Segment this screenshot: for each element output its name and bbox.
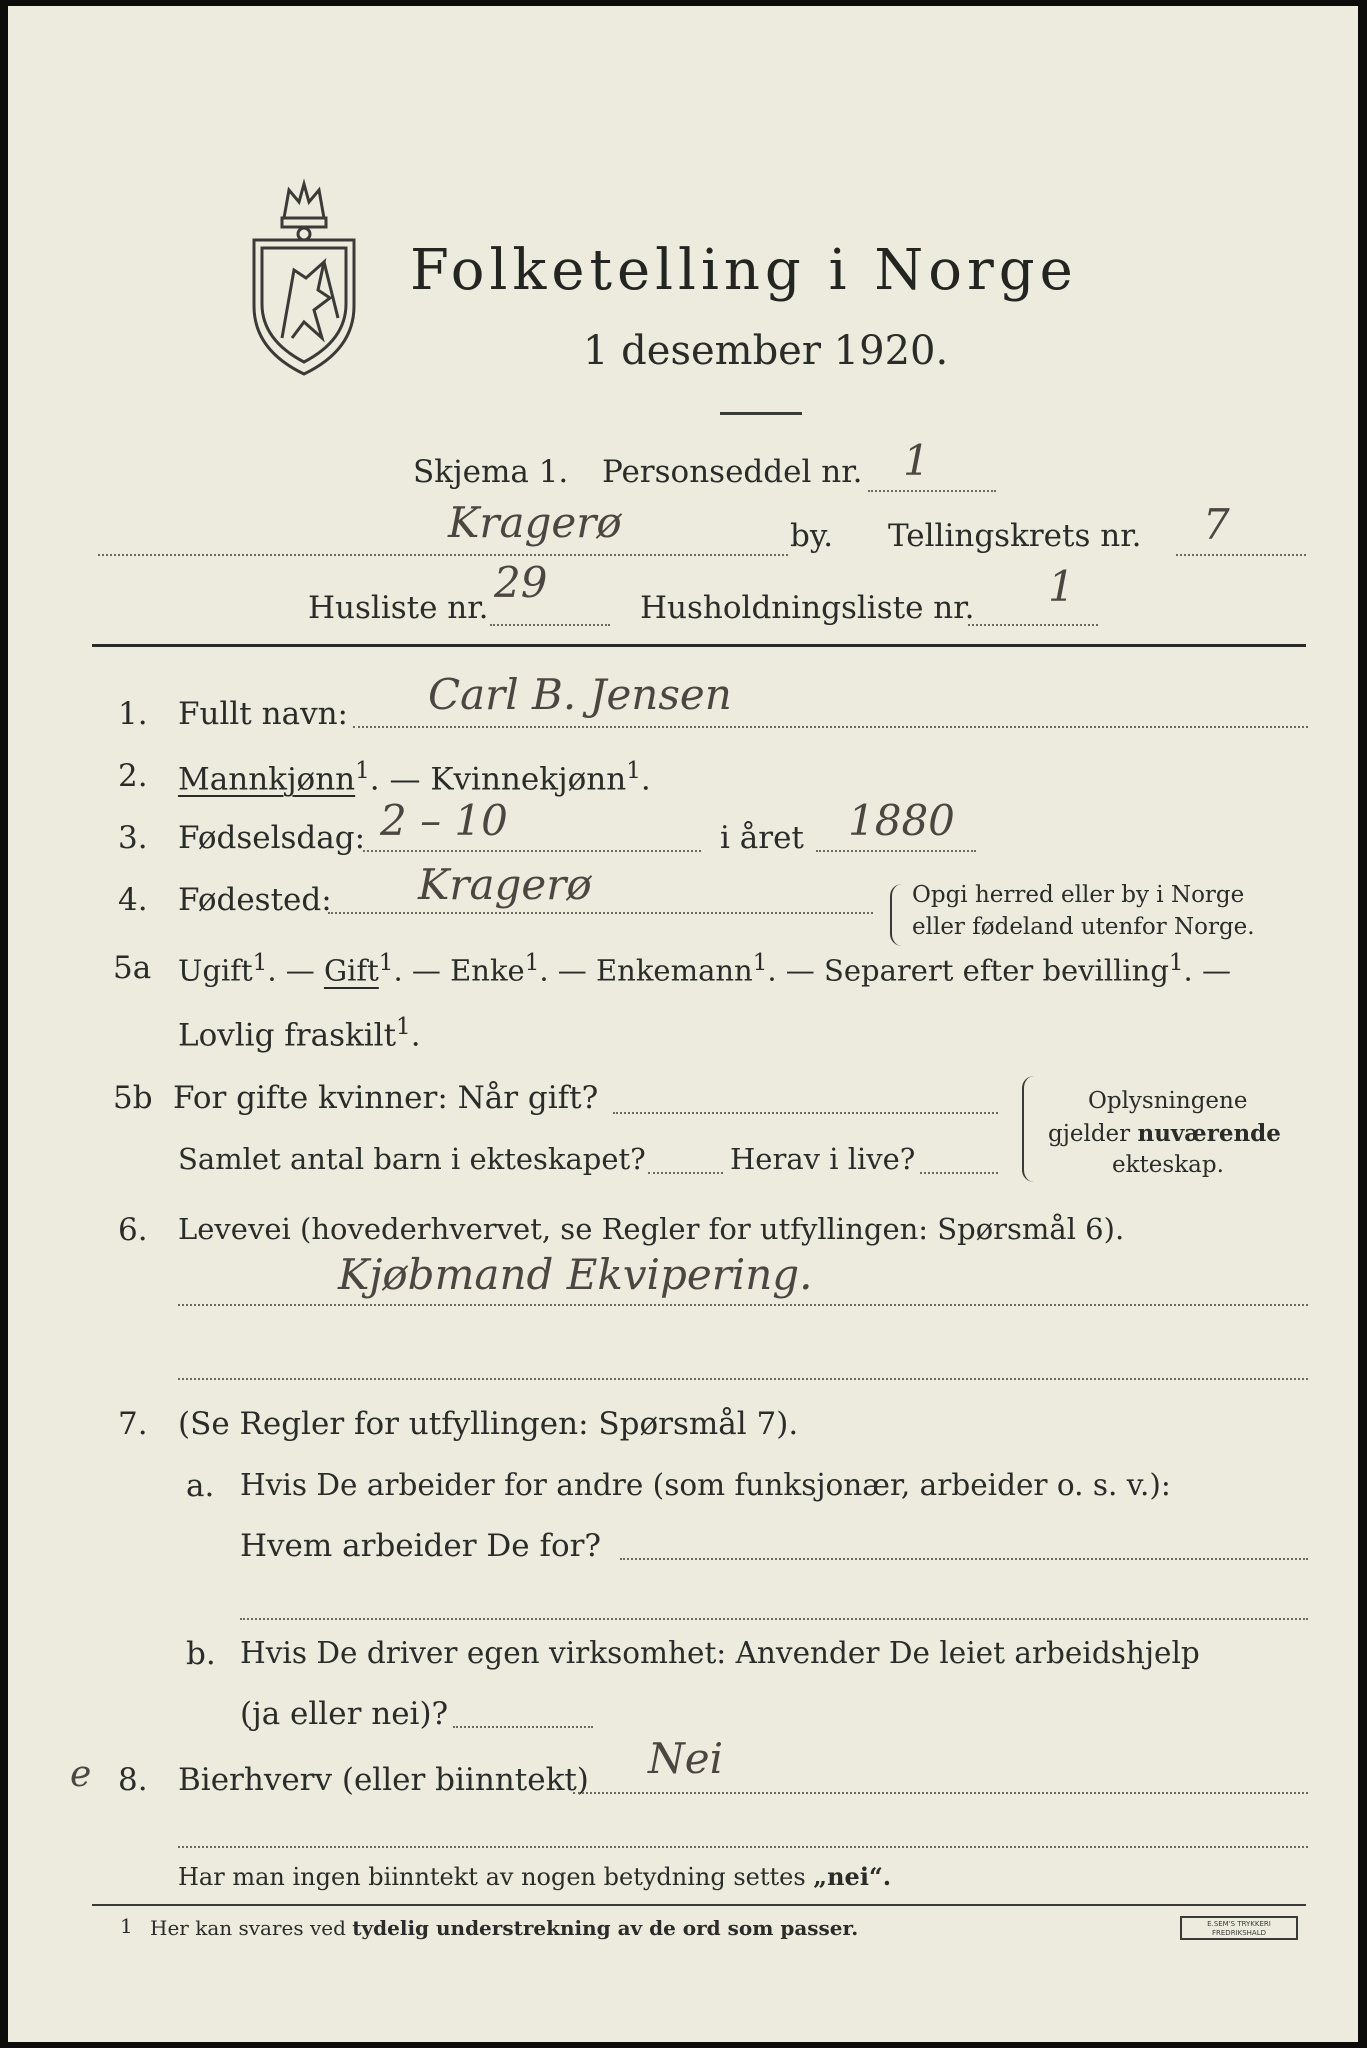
q4-brace: [890, 884, 902, 946]
q6-number: 6.: [118, 1212, 148, 1248]
q2-mann: Mannkjønn: [178, 761, 356, 798]
q7a-line-2: [240, 1618, 1308, 1620]
footnote: [150, 1916, 858, 1940]
q8-value: Nei: [648, 1734, 724, 1783]
title-divider: [720, 412, 802, 415]
q2-kvinne: Kvinnekjønn: [430, 761, 627, 798]
q5b-note-1: Oplysningene: [1088, 1088, 1248, 1114]
q3-year-line: [816, 850, 976, 852]
q5a-sup: 1: [396, 1014, 411, 1040]
q1-number: 1.: [118, 696, 148, 732]
printer-stamp: [1180, 1916, 1298, 1940]
q5b-note-2a: gjelder: [1048, 1121, 1138, 1147]
q2-end: .: [640, 761, 651, 798]
skjema-label: Skjema 1.: [413, 454, 569, 490]
q4-line: [328, 912, 873, 914]
q5a-separert: Separert efter bevilling: [824, 953, 1169, 988]
q1-label: Fullt navn:: [178, 696, 348, 732]
footnote-rule: [92, 1904, 1306, 1906]
personseddel-value: 1: [903, 436, 930, 485]
q4-note-1: Opgi herred eller by i Norge: [912, 882, 1245, 908]
q4-value: Kragerø: [418, 860, 592, 909]
q7-label: (Se Regler for utfyllingen: Spørsmål 7).: [178, 1406, 799, 1442]
printer-line-1: E.SEM'S TRYKKERI: [1207, 1920, 1271, 1928]
husholdningsliste-line: [968, 624, 1098, 626]
q5a-enke: Enke: [450, 953, 525, 988]
q4-note-2: eller fødeland utenfor Norge.: [912, 914, 1255, 940]
q7a-hvem-line: [620, 1558, 1308, 1560]
q5b-live: Herav i live?: [730, 1142, 916, 1176]
q5a-ugift: Ugift: [178, 953, 253, 988]
q6-line-2: [178, 1378, 1308, 1380]
husliste-label: Husliste nr.: [308, 590, 489, 626]
q5a-enkemann: Enkemann: [595, 953, 753, 988]
q2-sup-2: 1: [626, 758, 641, 784]
tellingskrets-line: [1176, 554, 1306, 556]
tellingskrets-value: 7: [1203, 500, 1230, 549]
q6-label: Levevei (hovederhvervet, se Regler for utfyllingen: Spørsmål 6).: [178, 1212, 1125, 1246]
q7a-hvem: Hvem arbeider De for?: [240, 1528, 602, 1564]
q5a-sup: 1: [752, 950, 768, 976]
census-date: 1 desember 1920.: [583, 328, 949, 374]
q2-sup-1: 1: [355, 758, 370, 784]
q5a-gift: Gift: [323, 953, 379, 988]
q2-separator: . —: [369, 761, 431, 798]
q5b-note-3: ekteskap.: [1112, 1152, 1224, 1178]
q5a-dash: . —: [393, 953, 441, 988]
q5b-label: For gifte kvinner: Når gift?: [173, 1080, 599, 1116]
header-rule: [92, 644, 1306, 647]
q4-number: 4.: [118, 882, 148, 918]
q8-line-2: [178, 1846, 1308, 1848]
q1-line: [353, 726, 1308, 728]
census-form: [8, 6, 1358, 2042]
printer-line-2: FREDRIKSHALD: [1211, 1929, 1266, 1937]
personseddel-line: [868, 490, 996, 492]
q5a-dash: . —: [1183, 953, 1231, 988]
q7a-letter: a.: [186, 1468, 215, 1504]
bottom-note: [178, 1862, 891, 1891]
husliste-line: [490, 624, 610, 626]
q5b-brace: [1022, 1076, 1034, 1182]
bottom-note-b: „nei“.: [813, 1862, 892, 1891]
q5b-number: 5b: [113, 1080, 153, 1116]
bottom-note-a: Har man ingen biinntekt av nogen betydning settes: [178, 1863, 814, 1891]
q4-label: Fødested:: [178, 882, 332, 918]
q3-number: 3.: [118, 820, 148, 856]
by-line: [98, 554, 788, 556]
husliste-value: 29: [494, 558, 548, 607]
q3-day-line: [363, 850, 701, 852]
q5a-sup: 1: [524, 950, 540, 976]
q5a-lovlig: Lovlig fraskilt$^1$.: [178, 1014, 421, 1054]
personseddel-label: Personseddel nr.: [602, 454, 863, 490]
q6-line-1: [178, 1304, 1308, 1306]
footnote-sup: 1: [120, 1914, 133, 1938]
q5a-sup: 1: [252, 950, 268, 976]
husholdningsliste-label: Husholdningsliste nr.: [640, 590, 975, 626]
q7b-jaellernei: (ja eller nei)?: [240, 1696, 449, 1732]
q3-label: Fødselsdag:: [178, 820, 366, 856]
form-title: Folketelling i Norge: [410, 238, 1078, 303]
q5a-sup: 1: [1168, 950, 1184, 976]
q7-number: 7.: [118, 1406, 148, 1442]
footnote-a: Her kan svares ved: [150, 1916, 353, 1940]
q8-margin-mark: e: [70, 1754, 92, 1795]
q2-number: 2.: [118, 758, 148, 794]
footnote-b: tydelig understrekning av de ord som passer.: [352, 1916, 859, 1940]
q7a-text: Hvis De arbeider for andre (som funksjonær, arbeider o. s. v.):: [240, 1468, 1171, 1502]
by-label: by.: [790, 518, 834, 554]
q5a-options: [178, 950, 1231, 988]
q5a-dash: . —: [767, 953, 815, 988]
q8-line: [573, 1792, 1308, 1794]
q3-value: 2 – 10: [380, 796, 508, 845]
tellingskrets-label: Tellingskrets nr.: [888, 518, 1142, 554]
q5a-dash: . —: [267, 953, 315, 988]
q7b-letter: b.: [186, 1636, 216, 1672]
q5b-barn-line: [648, 1172, 723, 1174]
q7b-text: Hvis De driver egen virksomhet: Anvender De leiet arbeidshjelp: [240, 1636, 1200, 1670]
q3-year-value: 1880: [848, 796, 955, 845]
q5b-gift-line: [613, 1112, 998, 1114]
q8-number: 8.: [118, 1762, 148, 1798]
q1-value: Carl B. Jensen: [428, 670, 732, 719]
q7b-line: [453, 1726, 593, 1728]
q6-value: Kjøbmand Ekvipering.: [338, 1250, 813, 1299]
by-value: Kragerø: [448, 498, 622, 547]
q8-label: Bierhverv (eller biinntekt): [178, 1762, 589, 1798]
q5a-dash: . —: [539, 953, 587, 988]
q5a-number: 5a: [113, 950, 152, 986]
husholdningsliste-value: 1: [1048, 562, 1075, 611]
q2-options: [178, 758, 651, 797]
q5a-lovlig-text: Lovlig fraskilt: [178, 1017, 397, 1054]
q5a-sup: 1: [378, 950, 394, 976]
q5b-note-2: [1048, 1120, 1281, 1147]
coat-of-arms-icon: [244, 178, 364, 378]
q5b-live-line: [920, 1172, 998, 1174]
q5b-note-2b: nuværende: [1137, 1120, 1281, 1147]
q3-year-label: i året: [720, 820, 804, 856]
q5b-barn: Samlet antal barn i ekteskapet?: [178, 1142, 646, 1176]
